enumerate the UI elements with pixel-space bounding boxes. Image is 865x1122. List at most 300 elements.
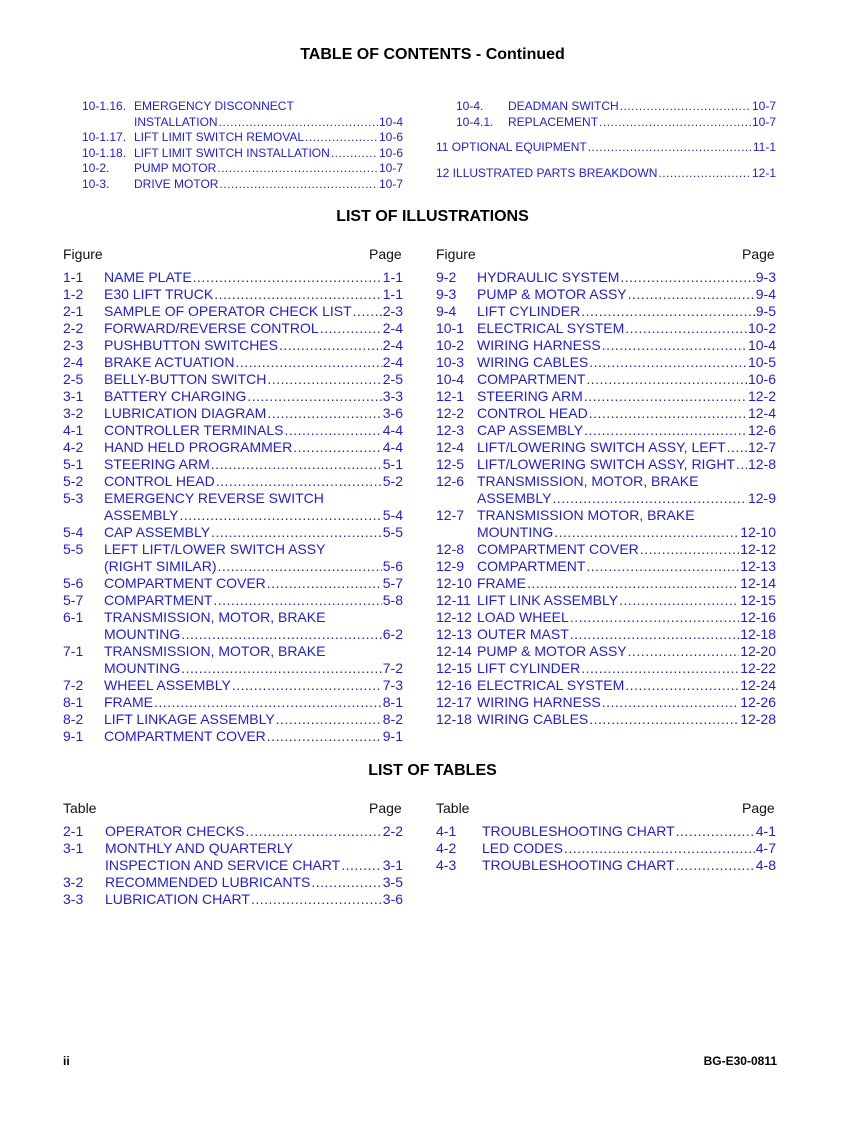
toc-entry[interactable] [436, 115, 776, 131]
illustration-entry-title: WHEEL ASSEMBLY [104, 677, 231, 693]
table-entry-page: 3-5 [382, 874, 403, 890]
toc-entry[interactable] [82, 161, 403, 177]
illustration-leader-dots [727, 439, 747, 455]
illustration-entry-title: WIRING HARNESS [477, 694, 601, 710]
page-column-label-right: Page [742, 246, 775, 262]
illustration-entry-number: 7-2 [63, 677, 84, 693]
illustration-entry[interactable] [63, 490, 403, 507]
illustration-entry[interactable] [436, 303, 776, 320]
illustration-entry[interactable] [436, 473, 776, 490]
illustration-leader-dots [570, 626, 739, 642]
table-entry-page: 4-7 [755, 840, 776, 856]
table-entry-title: MONTHLY AND QUARTERLY [105, 840, 294, 856]
tables-heading: LIST OF TABLES [368, 762, 497, 779]
illustration-entry-title: NAME PLATE [104, 269, 192, 285]
illustration-entry[interactable] [436, 677, 776, 694]
illustration-entry-page: 2-4 [382, 320, 403, 336]
illustration-entry[interactable] [436, 558, 776, 575]
toc-entry[interactable] [82, 177, 403, 193]
illustration-entry-number: 12-3 [436, 422, 465, 438]
toc-entry-title: DEADMAN SWITCH [508, 99, 619, 113]
illustration-leader-dots [211, 456, 382, 472]
illustration-entry-page: 2-3 [382, 303, 403, 319]
table-entry-title: OPERATOR CHECKS [105, 823, 245, 839]
illustration-entry-number: 2-4 [63, 354, 84, 370]
illustration-entry-page: 2-4 [382, 337, 403, 353]
illustration-entry[interactable] [436, 337, 776, 354]
illustration-leader-dots [589, 354, 747, 370]
illustration-entry-page: 12-8 [747, 456, 776, 472]
illustration-entry-number: 4-2 [63, 439, 84, 455]
illustration-entry-page: 4-4 [382, 439, 403, 455]
illustration-entry-number: 5-6 [63, 575, 84, 591]
illustration-entry-page: 7-2 [382, 660, 403, 676]
table-entry[interactable] [436, 840, 776, 857]
illustration-entry-page: 3-6 [382, 405, 403, 421]
illustration-entry-title: TRANSMISSION, MOTOR, BRAKE [477, 473, 699, 489]
illustration-entry-number: 12-8 [436, 541, 465, 557]
illustration-entry-number: 2-3 [63, 337, 84, 353]
illustration-entry-page: 12-6 [747, 422, 776, 438]
toc-entry[interactable] [82, 115, 403, 131]
illustration-leader-dots [235, 354, 381, 370]
illustration-entry[interactable] [63, 677, 403, 694]
illustration-entry-number: 10-3 [436, 354, 465, 370]
illustration-entry-page: 12-10 [740, 524, 776, 540]
illustration-leader-dots [279, 337, 382, 353]
illustration-entry-number: 12-11 [436, 592, 471, 608]
illustration-entry-page: 4-4 [382, 422, 403, 438]
illustration-leader-dots [267, 575, 382, 591]
illustration-entry[interactable] [436, 320, 776, 337]
illustration-leader-dots [211, 524, 382, 540]
illustration-leader-dots [736, 456, 747, 472]
illustration-entry-title: ASSEMBLY [477, 490, 552, 506]
figure-column-label-left: Figure [63, 246, 103, 262]
toc-entry-page: 10-6 [378, 130, 403, 145]
figure-column-label-right: Figure [436, 246, 476, 262]
footer-doc-id: BG-E30-0811 [703, 1054, 777, 1068]
illustration-entry-page: 12-14 [740, 575, 776, 591]
tables-left-column [63, 823, 403, 908]
illustration-entry[interactable] [63, 728, 403, 745]
illustration-entry[interactable] [436, 456, 776, 473]
illustration-entry-page: 12-15 [740, 592, 776, 608]
illustration-leader-dots [320, 320, 382, 336]
table-entry-page: 3-1 [382, 857, 403, 873]
illustration-entry-title: BATTERY CHARGING [104, 388, 247, 404]
illustration-entry-title: PUMP & MOTOR ASSY [477, 286, 627, 302]
illustration-entry[interactable] [63, 303, 403, 320]
table-leader-dots [246, 823, 382, 839]
illustration-entry-page: 8-1 [382, 694, 403, 710]
toc-entry-page: 10-6 [378, 145, 403, 160]
table-entry-title: LED CODES [482, 840, 563, 856]
illustration-entry[interactable] [436, 422, 776, 439]
table-entry[interactable] [63, 891, 403, 908]
illustration-leader-dots [193, 269, 382, 285]
illustration-entry[interactable] [63, 388, 403, 405]
illustration-entry-page: 12-22 [740, 660, 776, 676]
illustration-entry-number: 1-1 [63, 269, 84, 285]
illustration-entry-number: 10-1 [436, 320, 465, 336]
illustration-entry[interactable] [436, 524, 776, 541]
illustration-entry-title: COMPARTMENT [104, 592, 213, 608]
illustration-entry-page: 12-24 [740, 677, 776, 693]
illustration-leader-dots [214, 286, 382, 302]
table-leader-dots [676, 857, 755, 873]
table-entry[interactable] [63, 823, 403, 840]
illustration-entry-number: 12-9 [436, 558, 465, 574]
illustration-entry-title: LUBRICATION DIAGRAM [104, 405, 267, 421]
toc-entry[interactable] [436, 140, 776, 156]
toc-entry-title: LIFT LIMIT SWITCH INSTALLATION [134, 145, 330, 160]
table-column-label-left: Table [63, 800, 97, 816]
illustration-leader-dots [216, 473, 382, 489]
table-entry-title: TROUBLESHOOTING CHART [482, 857, 675, 873]
illustration-leader-dots [267, 728, 382, 744]
illustration-entry-number: 12-16 [436, 677, 472, 693]
table-entry[interactable] [436, 857, 776, 874]
illustration-entry-title: ASSEMBLY [104, 507, 179, 523]
page-column-label-left-tables: Page [369, 800, 402, 816]
illustration-entry[interactable] [63, 609, 403, 626]
toc-entry-number: 10-4.1. [456, 114, 494, 129]
illustration-entry[interactable] [63, 694, 403, 711]
illustration-entry[interactable] [63, 371, 403, 388]
illustration-entry-title: LIFT CYLINDER [477, 660, 581, 676]
illustration-entry-title: STEERING ARM [477, 388, 583, 404]
illustration-entry[interactable] [436, 371, 776, 388]
table-entry-number: 2-1 [63, 823, 84, 839]
toc-leader-dots [599, 115, 751, 129]
illustration-leader-dots [586, 371, 747, 387]
table-entry-page: 2-2 [382, 823, 403, 839]
toc-entry[interactable] [82, 130, 403, 146]
illustration-entry-title: FRAME [104, 694, 153, 710]
illustration-leader-dots [581, 303, 755, 319]
toc-entry-page: 11-1 [752, 140, 776, 155]
table-leader-dots [251, 891, 382, 907]
illustration-entry-page: 12-28 [740, 711, 776, 727]
illustration-entry[interactable] [63, 320, 403, 337]
illustration-entry-title: WIRING CABLES [477, 354, 589, 370]
illustration-leader-dots [589, 405, 747, 421]
illustration-entry-number: 12-7 [436, 507, 465, 523]
illustration-entry-title: COMPARTMENT [477, 371, 586, 387]
illustration-leader-dots [179, 507, 381, 523]
illustration-entry-page: 6-2 [382, 626, 403, 642]
illustration-entry-number: 9-1 [63, 728, 84, 744]
illustration-entry[interactable] [436, 711, 776, 728]
table-leader-dots [311, 874, 381, 890]
illustration-entry-page: 12-12 [740, 541, 776, 557]
illustration-entry[interactable] [63, 422, 403, 439]
illustration-entry-page: 5-8 [382, 592, 403, 608]
illustration-entry-title: CONTROLLER TERMINALS [104, 422, 284, 438]
illustration-entry[interactable] [63, 711, 403, 728]
table-entry[interactable] [63, 840, 403, 857]
illustration-entry-page: 5-7 [382, 575, 403, 591]
illustration-entry-page: 12-16 [740, 609, 776, 625]
illustration-entry-title: WIRING CABLES [477, 711, 589, 727]
table-entry[interactable] [63, 874, 403, 891]
illustration-entry-title: COMPARTMENT COVER [104, 575, 266, 591]
illustration-leader-dots [284, 422, 381, 438]
illustration-leader-dots [154, 694, 382, 710]
illustrations-heading: LIST OF ILLUSTRATIONS [336, 208, 529, 225]
illustration-entry-title: PUSHBUTTON SWITCHES [104, 337, 278, 353]
table-leader-dots [341, 857, 382, 873]
illustration-leader-dots [619, 592, 739, 608]
illustration-entry-number: 5-3 [63, 490, 84, 506]
illustration-entry-page: 1-1 [382, 286, 403, 302]
illustration-entry-number: 6-1 [63, 609, 84, 625]
illustration-entry[interactable] [436, 439, 776, 456]
illustration-entry-number: 2-2 [63, 320, 84, 336]
illustration-entry-title: ELECTRICAL SYSTEM [477, 320, 625, 336]
illustration-entry[interactable] [63, 660, 403, 677]
toc-entry[interactable] [436, 99, 776, 115]
illustration-entry[interactable] [436, 643, 776, 660]
illustration-entry[interactable] [63, 643, 403, 660]
illustration-entry-title: TRANSMISSION, MOTOR, BRAKE [104, 643, 326, 659]
toc-entry-page: 10-7 [751, 99, 776, 113]
illustration-leader-dots [581, 660, 739, 676]
toc-entry[interactable] [82, 99, 403, 115]
toc-entry-number: 10-2. [82, 161, 110, 176]
toc-leader-dots [588, 140, 752, 154]
illustration-leader-dots [620, 269, 754, 285]
table-entry-number: 3-3 [63, 891, 84, 907]
illustration-entry-title: CAP ASSEMBLY [104, 524, 211, 540]
illustration-entry[interactable] [436, 541, 776, 558]
illustration-leader-dots [554, 524, 739, 540]
illustration-entry-title: WIRING HARNESS [477, 337, 601, 353]
illustration-entry-number: 3-2 [63, 405, 84, 421]
illustration-entry[interactable] [436, 660, 776, 677]
table-entry-page: 3-6 [382, 891, 403, 907]
illustration-entry-title: PUMP & MOTOR ASSY [477, 643, 627, 659]
page-column-label-left: Page [369, 246, 402, 262]
illustration-entry-page: 12-20 [740, 643, 776, 659]
illustration-entry-number: 10-2 [436, 337, 465, 353]
illustration-entry-number: 12-2 [436, 405, 465, 421]
illustration-entry-page: 10-4 [747, 337, 776, 353]
toc-leader-dots [219, 177, 378, 191]
illustration-entry-number: 2-5 [63, 371, 84, 387]
toc-heading: TABLE OF CONTENTS - Continued [300, 46, 565, 63]
toc-entry-title: REPLACEMENT [508, 114, 599, 129]
illustration-entry[interactable] [436, 694, 776, 711]
table-entry[interactable] [63, 857, 403, 874]
table-entry-title: INSPECTION AND SERVICE CHART [105, 857, 341, 873]
illustration-entry[interactable] [63, 473, 403, 490]
illustration-entry-title: (RIGHT SIMILAR) [104, 558, 217, 574]
illustration-entry-title: HAND HELD PROGRAMMER [104, 439, 293, 455]
illustration-entry[interactable] [436, 490, 776, 507]
illustration-entry-number: 12-1 [436, 388, 465, 404]
table-entry-page: 4-8 [755, 857, 776, 873]
toc-entry-title: EMERGENCY DISCONNECT [134, 99, 294, 113]
illustration-entry-title: LIFT/LOWERING SWITCH ASSY, RIGHT [477, 456, 735, 472]
illustration-entry-title: LEFT LIFT/LOWER SWITCH ASSY [104, 541, 326, 557]
toc-entry-number: 10-3. [82, 176, 110, 191]
illustration-entry[interactable] [436, 609, 776, 626]
illustration-entry[interactable] [436, 592, 776, 609]
toc-entry-page: 10-7 [751, 114, 776, 129]
illustration-leader-dots [602, 337, 747, 353]
illustration-entry[interactable] [63, 558, 403, 575]
toc-entry[interactable] [436, 166, 776, 182]
illustration-entry-number: 12-17 [436, 694, 472, 710]
illustration-entry-page: 9-1 [382, 728, 403, 744]
table-entry-number: 3-2 [63, 874, 84, 890]
table-entry-title: TROUBLESHOOTING CHART [482, 823, 675, 839]
toc-leader-dots [219, 115, 378, 129]
toc-entry[interactable] [82, 146, 403, 162]
table-entry-number: 4-1 [436, 823, 457, 839]
illustration-entry-title: E30 LIFT TRUCK [104, 286, 214, 302]
illustration-leader-dots [527, 575, 739, 591]
illustration-entry-page: 9-3 [755, 269, 776, 285]
illustration-entry-page: 8-2 [382, 711, 403, 727]
illustration-entry[interactable] [436, 507, 776, 524]
toc-left-column [82, 99, 403, 193]
illustration-entry-page: 12-2 [747, 388, 776, 404]
illustration-entry[interactable] [63, 456, 403, 473]
illustration-entry[interactable] [63, 524, 403, 541]
illustration-entry[interactable] [63, 286, 403, 303]
illustration-leader-dots [625, 677, 739, 693]
illustration-leader-dots [181, 626, 382, 642]
illustration-leader-dots [293, 439, 382, 455]
illustration-entry-number: 5-4 [63, 524, 84, 540]
illustration-entry[interactable] [436, 626, 776, 643]
illustration-entry[interactable] [63, 354, 403, 371]
toc-entry-number: 10-4. [456, 99, 484, 113]
illustration-entry-page: 5-5 [382, 524, 403, 540]
toc-entry-page: 12-1 [751, 165, 776, 180]
illustration-leader-dots [353, 303, 382, 319]
illustration-entry-number: 3-1 [63, 388, 84, 404]
illustration-leader-dots [584, 388, 747, 404]
illustration-entry[interactable] [63, 592, 403, 609]
illustration-entry-title: HYDRAULIC SYSTEM [477, 269, 620, 285]
illustration-entry[interactable] [436, 388, 776, 405]
illustration-entry-number: 1-2 [63, 286, 84, 302]
illustration-entry-title: LIFT LINK ASSEMBLY [477, 592, 619, 608]
illustration-entry-number: 12-18 [436, 711, 472, 727]
illustration-leader-dots [628, 286, 755, 302]
illustration-entry[interactable] [436, 354, 776, 371]
illustration-entry[interactable] [436, 286, 776, 303]
illustration-entry[interactable] [63, 507, 403, 524]
table-entry-title: RECOMMENDED LUBRICANTS [105, 874, 311, 890]
illustration-entry-number: 5-5 [63, 541, 84, 557]
illustration-entry-number: 12-4 [436, 439, 465, 455]
illustration-leader-dots [584, 422, 747, 438]
illustration-leader-dots [276, 711, 382, 727]
toc-entry-title: PUMP MOTOR [134, 161, 217, 176]
illustration-entry[interactable] [63, 626, 403, 643]
footer-page-number: ii [63, 1054, 70, 1068]
illustration-entry-number: 5-1 [63, 456, 84, 472]
illustration-entry[interactable] [63, 337, 403, 354]
illustration-entry[interactable] [63, 269, 403, 286]
illustration-entry-page: 1-1 [382, 269, 403, 285]
illustration-entry-page: 10-6 [747, 371, 776, 387]
illustration-entry-number: 9-2 [436, 269, 457, 285]
toc-leader-dots [217, 161, 378, 175]
illustration-leader-dots [586, 558, 739, 574]
illustration-entry[interactable] [63, 541, 403, 558]
illustration-entry-number: 12-15 [436, 660, 472, 676]
illustration-leader-dots [213, 592, 381, 608]
illustration-entry-page: 12-13 [740, 558, 776, 574]
illustration-entry-number: 5-2 [63, 473, 84, 489]
illustrations-left-column [63, 269, 403, 745]
illustration-leader-dots [232, 677, 382, 693]
illustration-entry[interactable] [436, 405, 776, 422]
illustration-entry-page: 3-3 [382, 388, 403, 404]
page-column-label-right-tables: Page [742, 800, 775, 816]
illustration-entry-title: MOUNTING [104, 660, 181, 676]
illustration-entry-page: 12-9 [747, 490, 776, 506]
illustration-entry-page: 5-1 [382, 456, 403, 472]
table-entry[interactable] [436, 823, 776, 840]
illustration-entry-title: OUTER MAST [477, 626, 569, 642]
toc-entry-number: 10-1.16. [82, 99, 127, 113]
illustration-entry-title: LOAD WHEEL [477, 609, 569, 625]
illustration-entry[interactable] [63, 405, 403, 422]
illustration-entry[interactable] [436, 269, 776, 286]
illustration-entry-title: MOUNTING [477, 524, 554, 540]
toc-leader-dots [658, 166, 751, 180]
toc-entry-page: 10-7 [378, 161, 403, 176]
illustration-entry-page: 12-18 [740, 626, 776, 642]
illustration-entry-number: 12-6 [436, 473, 465, 489]
illustration-entry-title: LIFT CYLINDER [477, 303, 581, 319]
toc-entry-title: 11 OPTIONAL EQUIPMENT [436, 140, 587, 155]
illustration-entry-title: TRANSMISSION MOTOR, BRAKE [477, 507, 695, 523]
illustration-leader-dots [218, 558, 382, 574]
toc-entry-page: 10-7 [378, 176, 403, 191]
illustration-entry-title: SAMPLE OF OPERATOR CHECK LIST [104, 303, 352, 319]
illustration-entry-number: 7-1 [63, 643, 84, 659]
illustration-entry-title: LIFT LINKAGE ASSEMBLY [104, 711, 275, 727]
illustration-entry-number: 12-14 [436, 643, 472, 659]
illustration-entry-title: CAP ASSEMBLY [477, 422, 584, 438]
illustration-entry[interactable] [436, 575, 776, 592]
illustration-entry-title: LIFT/LOWERING SWITCH ASSY, LEFT [477, 439, 726, 455]
illustration-entry-title: MOUNTING [104, 626, 181, 642]
toc-entry-number: 10-1.18. [82, 145, 127, 160]
illustration-entry-number: 8-1 [63, 694, 84, 710]
illustration-entry-page: 5-4 [382, 507, 403, 523]
toc-leader-dots [305, 130, 378, 144]
toc-entry-title: 12 ILLUSTRATED PARTS BREAKDOWN [436, 165, 658, 180]
illustration-entry[interactable] [63, 575, 403, 592]
table-leader-dots [676, 823, 755, 839]
illustration-entry-title: COMPARTMENT COVER [477, 541, 639, 557]
toc-entry-number: 10-1.17. [82, 130, 127, 145]
illustration-entry-page: 10-2 [747, 320, 776, 336]
illustration-entry[interactable] [63, 439, 403, 456]
table-leader-dots [564, 840, 755, 856]
table-entry-number: 4-2 [436, 840, 457, 856]
table-entry-number: 4-3 [436, 857, 457, 873]
